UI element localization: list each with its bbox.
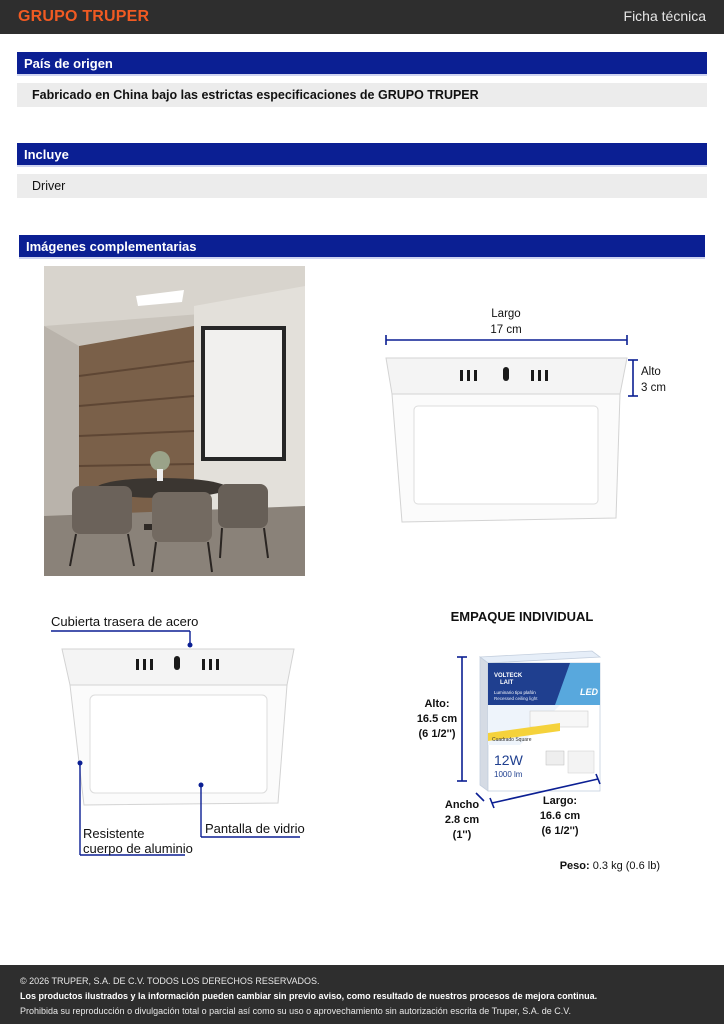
brand-logo: GRUPO TRUPER — [18, 8, 150, 25]
package-length-label: Largo: — [542, 795, 578, 807]
length-label: Largo — [491, 308, 521, 320]
box-power: 12W — [494, 752, 523, 768]
footer — [0, 965, 724, 1024]
callout-body-line1: Resistente — [83, 826, 145, 841]
height-value: 3 cm — [641, 382, 666, 394]
box-desc1: Luminario tipo plafón — [494, 690, 536, 695]
package-drawing — [410, 605, 620, 845]
package-width-cm: 2.8 cm — [444, 814, 480, 826]
footer-notice: Los productos ilustrados y la información pueden cambiar sin previo aviso, como resultado de nuestros procesos de mejora continua. — [20, 991, 598, 1001]
package-height-label: Alto: — [424, 698, 450, 710]
callout-body-line2: cuerpo de aluminio — [83, 841, 193, 856]
package-height-in: (6 1/2'') — [418, 728, 456, 740]
package-title: EMPAQUE INDIVIDUAL — [450, 609, 594, 624]
top-bar — [0, 0, 724, 34]
sheet-title: Ficha técnica — [623, 8, 706, 24]
length-value: 17 cm — [490, 324, 522, 336]
package-length-in: (6 1/2'') — [541, 825, 579, 837]
box-shape: Cuadrado Square — [492, 737, 532, 743]
footer-copyright: © 2026 TRUPER, S.A. DE C.V. TODOS LOS DERECHOS RESERVADOS. — [20, 976, 320, 986]
weight-value: 0.3 kg (0.6 lb) — [592, 860, 660, 872]
weight-label: Peso: — [559, 860, 590, 872]
product-callouts-drawing — [40, 605, 340, 865]
package-height-cm: 16.5 cm — [416, 713, 458, 725]
box-lumens: 1000 lm — [494, 770, 523, 779]
weight-info — [560, 860, 660, 872]
package-width-in: (1'') — [452, 829, 472, 841]
footer-legal: Prohibida su reproducción o divulgación total o parcial así como su uso o aprovechamiento sin autorización escrita de Truper, S.A. de C.V. — [20, 1006, 571, 1016]
section-includes-text: Driver — [17, 174, 707, 198]
section-origin-header: País de origen — [17, 52, 707, 76]
box-brand: VOLTECK — [494, 673, 523, 679]
box-sub: LAIT — [500, 680, 514, 686]
box-led: LED — [580, 687, 598, 697]
section-images-header: Imágenes complementarias — [19, 235, 705, 259]
section-origin-text: Fabricado en China bajo las estrictas especificaciones de GRUPO TRUPER — [17, 83, 707, 107]
package-length-cm: 16.6 cm — [539, 810, 581, 822]
package-width-label: Ancho — [444, 799, 480, 811]
room-photo — [44, 266, 305, 576]
box-desc2: Recessed ceiling light — [494, 696, 538, 701]
callout-screen: Pantalla de vidrio — [205, 821, 305, 836]
product-dimension-drawing — [370, 300, 680, 535]
callout-back-cover: Cubierta trasera de acero — [51, 614, 199, 629]
section-includes-header: Incluye — [17, 143, 707, 167]
height-label: Alto — [641, 366, 661, 378]
